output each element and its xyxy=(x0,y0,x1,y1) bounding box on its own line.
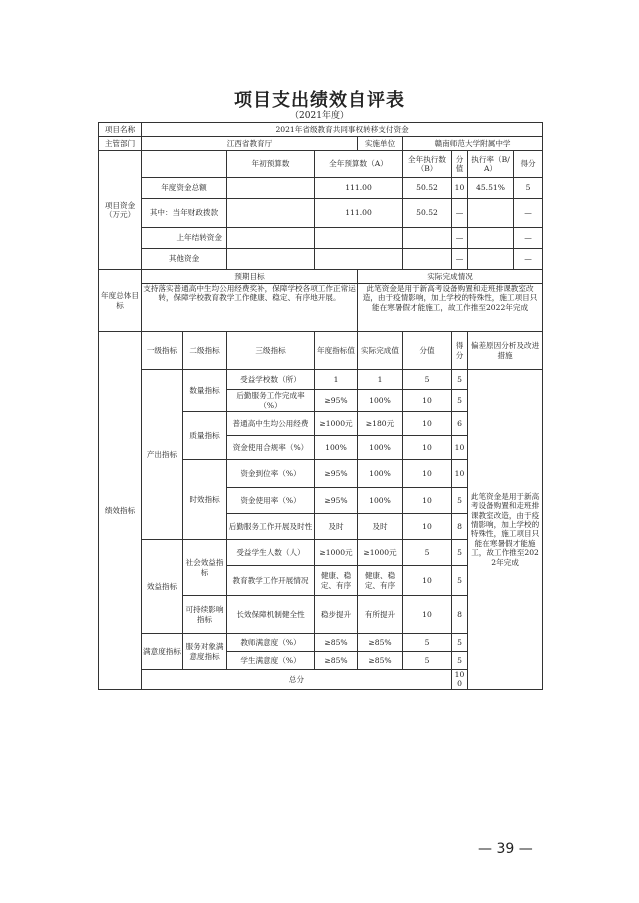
indicator-actual: ≥180元 xyxy=(358,412,403,436)
indicator-got: 5 xyxy=(452,540,468,566)
indicator-name: 资金使用率（%） xyxy=(227,488,315,514)
level2-quantity: 数量指标 xyxy=(183,370,227,412)
funds-header-full-year: 全年预算数（A） xyxy=(315,151,403,178)
goals-actual-text: 此笔资金是用于新高考设备购置和走班排课教室改造，由于疫情影响，加上学校的特殊性，施工项目只能在寒暑假才能施工，故工作推至2022年完成 xyxy=(358,284,543,332)
indicator-actual: 100% xyxy=(358,436,403,460)
funds-row-rate xyxy=(468,199,514,227)
indicator-score: 10 xyxy=(403,566,452,596)
indicator-name: 资金使用合规率（%） xyxy=(227,436,315,460)
funds-header-initial: 年初预算数 xyxy=(227,151,315,178)
indicator-name: 教育教学工作开展情况 xyxy=(227,566,315,596)
goals-expected-text: 支持落实普通高中生均公用经费奖补，保障学校各项工作正常运转，保障学校教育教学工作健康、稳定、有序地开展。 xyxy=(142,284,358,332)
performance-header-l2: 二级指标 xyxy=(183,332,227,370)
indicator-target: 稳步提升 xyxy=(315,596,358,634)
project-name-value: 2021年省级教育共同事权转移支付资金 xyxy=(142,123,543,137)
funds-row-full-year: 111.00 xyxy=(315,199,403,228)
indicator-score: 10 xyxy=(403,514,452,540)
page-subtitle: （2021年度） xyxy=(290,111,349,121)
indicator-target: ≥1000元 xyxy=(315,540,358,566)
funds-label: 项目资金（万元） xyxy=(99,151,142,270)
page-title: 项目支出绩效自评表 xyxy=(234,90,405,111)
level1-satisfaction: 满意度指标 xyxy=(142,634,183,670)
funds-row-rate-got xyxy=(468,249,543,270)
funds-row-rate xyxy=(468,228,514,248)
project-name-row xyxy=(99,123,543,137)
indicator-target: 100% xyxy=(315,436,358,460)
funds-row-executed: 50.52 xyxy=(403,199,452,228)
indicator-score: 5 xyxy=(403,370,452,390)
performance-header-actual: 实际完成值 xyxy=(358,332,403,370)
funds-row-initial xyxy=(227,178,315,199)
funds-row-name: 其他资金 xyxy=(142,249,227,270)
indicator-target: ≥95% xyxy=(315,488,358,514)
total-label: 总分 xyxy=(142,670,452,690)
project-name-label: 项目名称 xyxy=(99,123,142,137)
indicator-name: 普通高中生均公用经费 xyxy=(227,412,315,436)
self-evaluation-table xyxy=(98,122,543,690)
funds-header-row xyxy=(99,151,543,178)
funds-row-initial xyxy=(227,228,315,249)
indicator-got: 5 xyxy=(452,652,468,670)
indicator-actual: 及时 xyxy=(358,514,403,540)
funds-header-rate-got xyxy=(468,151,543,178)
indicator-name: 长效保障机制健全性 xyxy=(227,596,315,634)
goals-label: 年度总体目标 xyxy=(99,270,142,332)
indicator-target: 1 xyxy=(315,370,358,390)
indicator-actual: ≥1000元 xyxy=(358,540,403,566)
funds-row xyxy=(99,249,543,270)
funds-row-full-year xyxy=(315,228,403,249)
indicator-actual: 100% xyxy=(358,460,403,488)
indicator-score: 10 xyxy=(403,436,452,460)
performance-header-l1: 一级指标 xyxy=(142,332,183,370)
indicator-score: 10 xyxy=(403,412,452,436)
indicator-got: 10 xyxy=(452,460,468,488)
indicator-got: 6 xyxy=(452,412,468,436)
funds-row xyxy=(99,178,543,199)
performance-header-got: 得分 xyxy=(452,332,468,370)
indicator-score: 5 xyxy=(403,652,452,670)
indicator-name: 受益学校数（所） xyxy=(227,370,315,390)
funds-row-got: — xyxy=(524,254,532,264)
deviation-analysis-text: 此笔资金是用于新高考设备购置和走班排课教室改造，由于疫情影响，加上学校的特殊性，施工项目只能在寒暑假才能施工，故工作推至2022年完成 xyxy=(468,370,543,690)
goals-expected-header: 预期目标 xyxy=(142,270,358,284)
indicator-score: 5 xyxy=(403,540,452,566)
funds-row-name: 其中：当年财政拨款 xyxy=(142,199,227,228)
funds-row-score: — xyxy=(452,199,468,228)
performance-header-row xyxy=(99,332,543,370)
funds-row-score: — xyxy=(452,249,468,270)
indicator-actual: 1 xyxy=(358,370,403,390)
funds-row-rate-got xyxy=(468,199,543,228)
funds-row-name: 上年结转资金 xyxy=(142,228,227,249)
funds-row-executed: 50.52 xyxy=(403,178,452,199)
indicator-name: 学生满意度（%） xyxy=(227,652,315,670)
indicator-target: ≥85% xyxy=(315,652,358,670)
indicator-name: 资金到位率（%） xyxy=(227,460,315,488)
level2-timeliness: 时效指标 xyxy=(183,460,227,540)
level2-social: 社会效益指标 xyxy=(183,540,227,596)
indicator-got: 10 xyxy=(452,436,468,460)
goals-header-row xyxy=(99,270,543,284)
indicator-actual: ≥85% xyxy=(358,634,403,652)
funds-row-got: 5 xyxy=(525,183,531,193)
indicator-actual: 100% xyxy=(358,390,403,412)
funds-row-rate-got xyxy=(468,178,543,199)
indicator-got: 5 xyxy=(452,634,468,652)
indicator-name: 受益学生人数（人） xyxy=(227,540,315,566)
funds-row-full-year: 111.00 xyxy=(315,178,403,199)
funds-row-executed xyxy=(403,228,452,249)
funds-row-rate xyxy=(468,249,514,269)
funds-row-full-year xyxy=(315,249,403,270)
indicator-name: 后勤服务工作完成率（%） xyxy=(227,390,315,412)
funds-header-score: 分值 xyxy=(452,151,468,178)
indicator-got: 8 xyxy=(452,514,468,540)
indicator-name: 教师满意度（%） xyxy=(227,634,315,652)
indicator-got: 5 xyxy=(452,370,468,390)
indicator-target: 健康、稳定、有序 xyxy=(315,566,358,596)
funds-row-got: — xyxy=(524,208,532,218)
funds-row-name: 年度资金总额 xyxy=(142,178,227,199)
implementing-unit-value: 赣南师范大学附属中学 xyxy=(403,137,543,151)
funds-row-got: — xyxy=(524,233,532,243)
department-label: 主管部门 xyxy=(99,137,142,151)
indicator-got: 8 xyxy=(452,596,468,634)
performance-header-target: 年度指标值 xyxy=(315,332,358,370)
level1-output: 产出指标 xyxy=(142,370,183,540)
indicator-row xyxy=(99,370,543,390)
level1-benefit: 效益指标 xyxy=(142,540,183,634)
performance-label: 绩效指标 xyxy=(99,332,142,690)
indicator-got: 5 xyxy=(452,390,468,412)
funds-header-got: 得分 xyxy=(520,159,536,169)
funds-row-rate-got xyxy=(468,228,543,249)
performance-header-score: 分值 xyxy=(403,332,452,370)
funds-header-blank xyxy=(142,151,227,178)
total-score: 100 xyxy=(452,670,468,690)
page-number: — 39 — xyxy=(478,841,533,857)
indicator-actual: 100% xyxy=(358,488,403,514)
department-value: 江西省教育厅 xyxy=(142,137,358,151)
funds-header-rate: 执行率（B/A） xyxy=(468,151,514,177)
level2-sustainable: 可持续影响指标 xyxy=(183,596,227,634)
indicator-actual: ≥85% xyxy=(358,652,403,670)
funds-row xyxy=(99,199,543,228)
performance-header-analysis: 偏差原因分析及改进措施 xyxy=(468,332,543,370)
indicator-target: ≥95% xyxy=(315,390,358,412)
indicator-target: 及时 xyxy=(315,514,358,540)
indicator-got: 5 xyxy=(452,566,468,596)
funds-row-score: — xyxy=(452,228,468,249)
indicator-score: 10 xyxy=(403,390,452,412)
performance-header-l3: 三级指标 xyxy=(227,332,315,370)
funds-header-executed: 全年执行数（B） xyxy=(403,151,452,178)
goals-actual-header: 实际完成情况 xyxy=(358,270,543,284)
funds-row-rate: 45.51% xyxy=(468,178,514,198)
indicator-score: 5 xyxy=(403,634,452,652)
funds-row-initial xyxy=(227,249,315,270)
indicator-target: ≥95% xyxy=(315,460,358,488)
funds-row-executed xyxy=(403,249,452,270)
indicator-target: ≥85% xyxy=(315,634,358,652)
department-row xyxy=(99,137,543,151)
funds-row-initial xyxy=(227,199,315,228)
indicator-score: 10 xyxy=(403,596,452,634)
indicator-got: 5 xyxy=(452,488,468,514)
indicator-actual: 健康、稳定、有序 xyxy=(358,566,403,596)
indicator-name: 后勤服务工作开展及时性 xyxy=(227,514,315,540)
indicator-score: 10 xyxy=(403,460,452,488)
goals-content-row xyxy=(99,284,543,332)
level2-service: 服务对象满意度指标 xyxy=(183,634,227,670)
funds-row-score: 10 xyxy=(452,178,468,199)
implementing-unit-label: 实施单位 xyxy=(358,137,403,151)
funds-row xyxy=(99,228,543,249)
indicator-actual: 有所提升 xyxy=(358,596,403,634)
indicator-score: 10 xyxy=(403,488,452,514)
level2-quality: 质量指标 xyxy=(183,412,227,460)
indicator-target: ≥1000元 xyxy=(315,412,358,436)
